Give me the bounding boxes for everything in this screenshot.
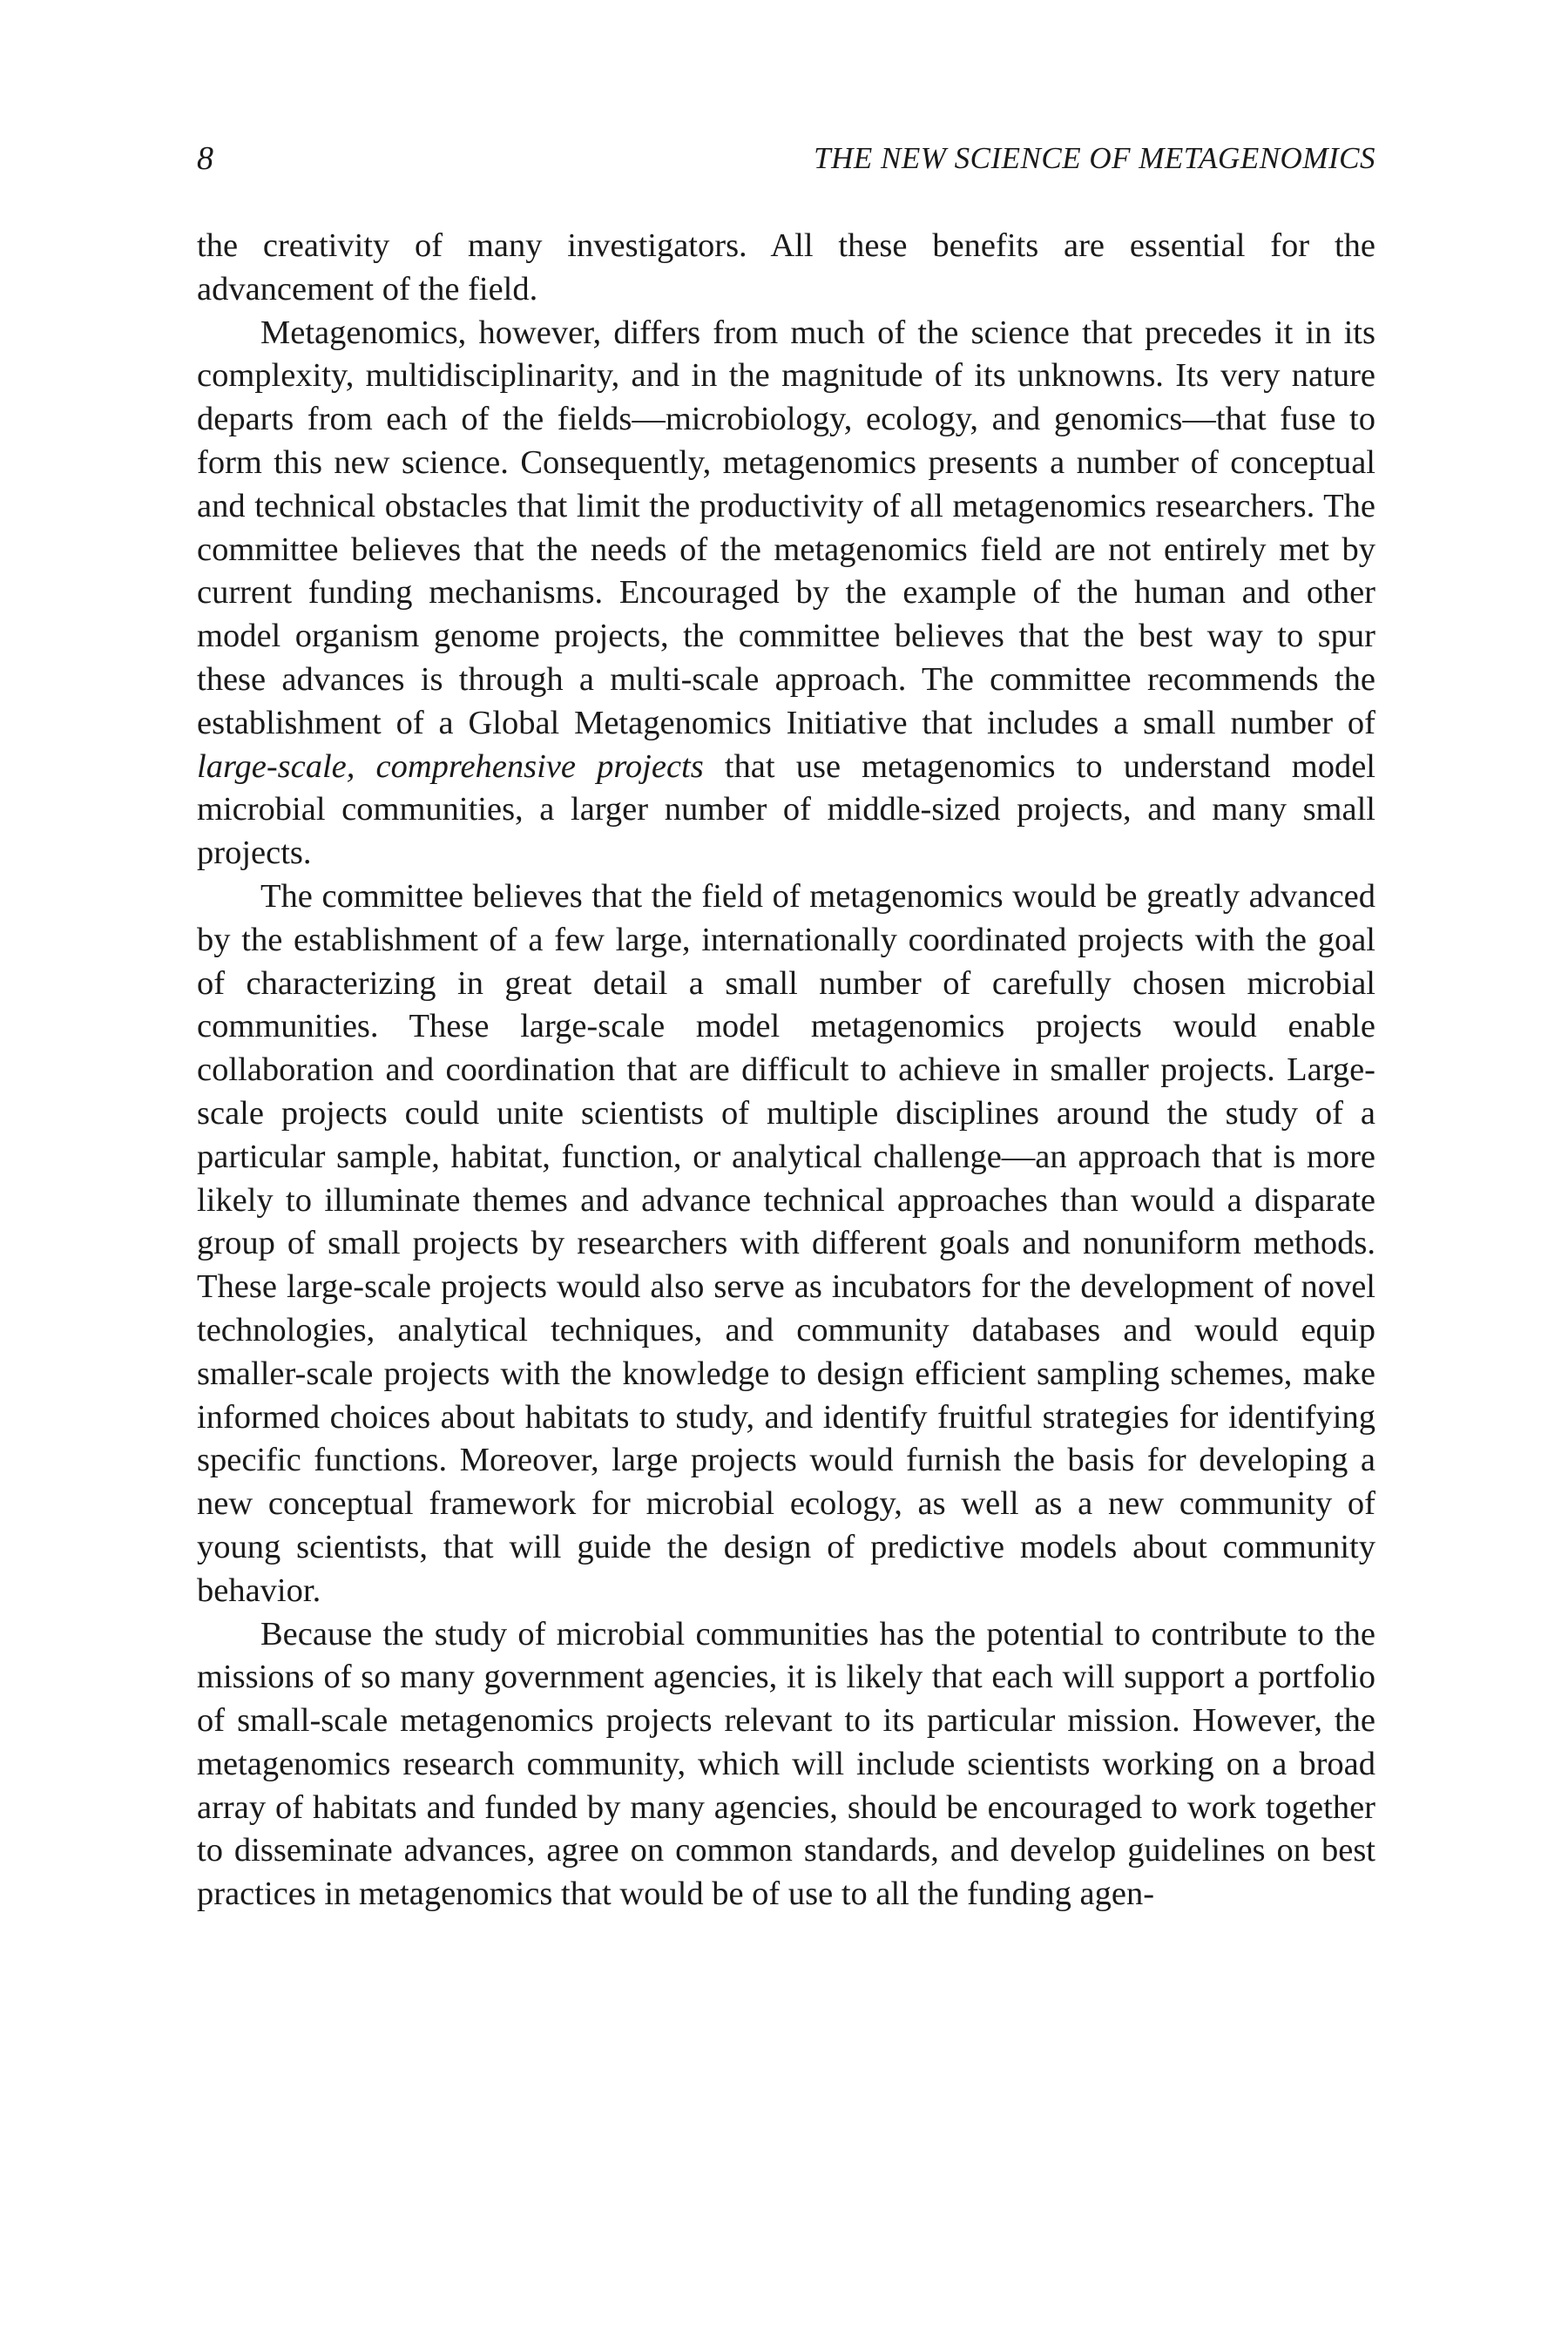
emphasized-phrase: large-scale, comprehensive projects	[197, 747, 704, 785]
paragraph-metagenomics-complexity	[197, 312, 1375, 875]
running-head	[197, 135, 1375, 182]
paragraph-continuation: the creativity of many investigators. All these benefits are essential for the advancement of the field.	[197, 227, 1375, 308]
paragraph-text: Metagenomics, however, differs from much of the science that precedes it in its complexity, multidisciplinarity, and in the magnitude of its unknowns. Its very nature departs from each of the fields—microbiology, ecology, and genomics—that fuse to form this new science. Consequently, metagenomics presents a number of conceptual and technical obstacles that limit the productivity of all metagenomics researchers. The committee believes that the needs of the metagenomics field are not entirely met by current funding mechanisms. Encouraged by the example of the human and other model organism genome projects, the committee believes that the best way to spur these advances is through a multi-scale approach. The committee recommends the establishment of a Global Metagenomics Initiative that includes a small number of	[197, 314, 1375, 741]
page-number: 8	[197, 140, 213, 177]
paragraph-text: that use metagenomics to understand model microbial communities, a larger number of middle-sized projects, and many small projects.	[197, 747, 1375, 872]
paragraph-large-scale-projects: The committee believes that the field of metagenomics would be greatly advanced by the establishment of a few large, internationally coordinated projects with the goal of characterizing in great detail a small number of carefully chosen microbial communities. These large-scale model metagenomics projects would enable collaboration and coordination that are difficult to achieve in smaller projects. Large-scale projects could unite scientists of multiple disciplines around the study of a particular sample, habitat, function, or analytical challenge—an approach that is more likely to illuminate themes and advance technical approaches than would a disparate group of small projects by researchers with different goals and nonuniform methods. These large-scale projects would also serve as incubators for the development of novel technologies, analytical techniques, and community databases and would equip smaller-scale projects with the knowledge to design efficient sampling schemes, make informed choices about habitats to study, and identify fruitful strategies for identifying specific functions. Moreover, large projects would furnish the basis for developing a new conceptual framework for microbial ecology, as well as a new community of young scientists, that will guide the design of predictive models about community behavior.	[197, 877, 1375, 1609]
paragraph-small-scale-projects: Because the study of microbial communities has the potential to contribute to the missions of so many government agencies, it is likely that each will support a portfolio of small-scale metagenomics projects relevant to its particular mission. However, the metagenomics research community, which will include scientists working on a broad array of habitats and funded by many agencies, should be encouraged to work together to disseminate advances, agree on common standards, and develop guidelines on best practices in metagenomics that would be of use to all the funding agen-	[197, 1615, 1375, 1913]
running-title: THE NEW SCIENCE OF METAGENOMICS	[814, 141, 1375, 175]
body-text	[197, 225, 1375, 1916]
